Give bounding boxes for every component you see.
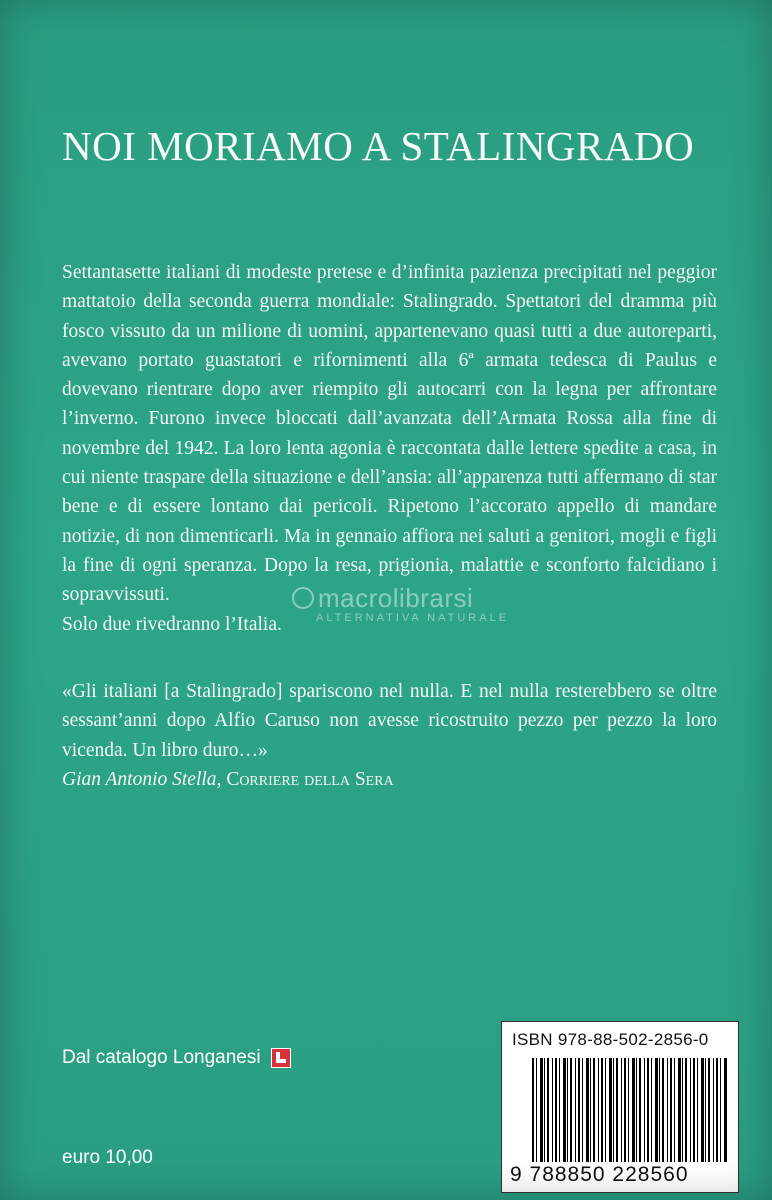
catalog-label: Dal catalogo Longanesi bbox=[62, 1047, 261, 1068]
watermark bbox=[292, 584, 509, 624]
review-quote bbox=[62, 677, 717, 794]
watermark-brand: macrolibrarsi bbox=[318, 583, 474, 613]
barcode-digits: 9 788850 228560 bbox=[510, 1163, 689, 1186]
blurb-closing: Solo due rivedranno l’Italia. bbox=[62, 613, 282, 635]
blurb-body: Settantasette italiani di modeste pretese e d’infinita pazienza precipitati nel peggior mattatoio della seconda guerra mondiale: Stalingrado. Spettatori del dramma più fosco vissuto da un milione di uomini, appartenevano quasi tutti a due autoreparti, avevano portato guastatori e rifornimenti alla 6ª armata tedesca di Paulus e dovevano rientrare dopo aver riempito gli autocarri con la legna per affrontare l’inverno. Furono invece bloccati dall’avanzata dell’Armata Rossa alla fine di novembre del 1942. La loro lenta agonia è raccontata dalle lettere spedite a casa, in cui niente traspare della situazione e dell’ansia: all’apparenza tutti affermano di star bene e di essere lontano dai pericoli. Ripetono l’accorato appello di mandare notizie, di non dimenticarli. Ma in gennaio affiora nei saluti a genitori, mogli e figli la fine di ogni speranza. Dopo la resa, prigionia, malattie e sconforto falcidiano i sopravvissuti. bbox=[62, 262, 717, 606]
barcode-bars bbox=[532, 1058, 728, 1162]
isbn-label: ISBN 978-88-502-2856-0 bbox=[512, 1030, 709, 1049]
blurb bbox=[62, 258, 717, 639]
publisher-catalog bbox=[62, 1047, 291, 1069]
quote-source: Corriere della Sera bbox=[226, 768, 394, 790]
quote-text: «Gli italiani [a Stalingrado] spariscono nel nulla. E nel nulla resterebbero se oltre sessant’anni dopo Alfio Caruso non avesse ricostruito pezzo per pezzo la loro vicenda. Un libro duro…» bbox=[62, 681, 717, 761]
watermark-tagline: ALTERNATIVA NATURALE bbox=[316, 612, 510, 624]
quote-author: Gian Antonio Stella bbox=[62, 768, 217, 790]
barcode-panel bbox=[501, 1021, 739, 1193]
book-title: NOI MORIAMO A STALINGRADO bbox=[62, 123, 695, 169]
longanesi-logo-icon bbox=[271, 1048, 291, 1068]
quote-attribution bbox=[62, 765, 717, 794]
price: euro 10,00 bbox=[62, 1147, 153, 1168]
watermark-logo-icon bbox=[292, 587, 314, 609]
quote-separator: , bbox=[216, 768, 227, 790]
